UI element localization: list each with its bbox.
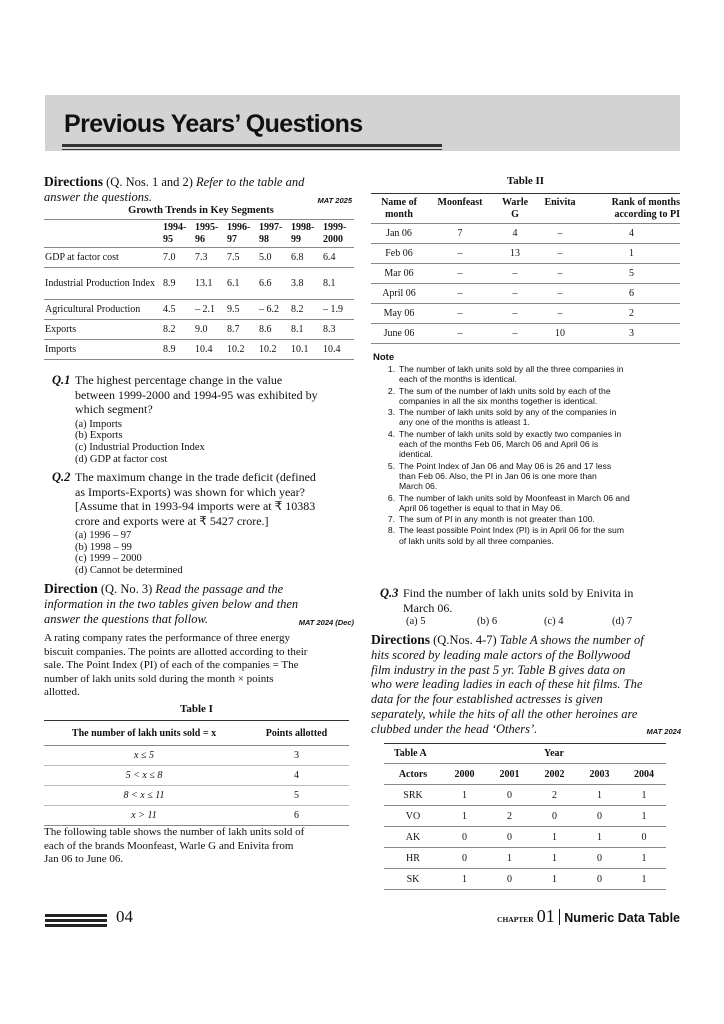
cell: 6 bbox=[294, 810, 299, 821]
option[interactable]: (b) 6 bbox=[477, 616, 498, 627]
question-1 bbox=[52, 373, 357, 465]
cell: 6.1 bbox=[227, 278, 240, 289]
text-line: The following table shows the number of lakh units sold of bbox=[44, 826, 305, 838]
cell: 10 bbox=[555, 328, 565, 339]
cell: 4 bbox=[294, 770, 299, 781]
directions-text: separately, while the hits of all the other heroines are bbox=[371, 706, 638, 721]
directions-text: data for the four established actresses is given bbox=[371, 692, 603, 707]
col-header: Name of month bbox=[381, 196, 417, 220]
year-label: Year bbox=[544, 748, 564, 759]
col-header: 2003 bbox=[589, 768, 610, 780]
question-text: between 1999-2000 and 1994-95 was exhibited by bbox=[75, 387, 318, 402]
cell: 10.1 bbox=[291, 344, 309, 355]
cell: – bbox=[457, 288, 463, 299]
option[interactable]: (d) Cannot be determined bbox=[75, 565, 183, 577]
cell: – bbox=[457, 248, 463, 259]
question-3 bbox=[380, 586, 685, 628]
source-tag: MAT 2025 bbox=[317, 196, 352, 205]
table-a-title: Table A bbox=[394, 748, 427, 759]
cell: 6.8 bbox=[291, 252, 304, 263]
col-header: 1999- 2000 bbox=[323, 221, 347, 245]
question-text: March 06. bbox=[403, 600, 453, 615]
note-item: 2. The sum of the number of lakh units sold by each of the companies in all the six months together is identical. bbox=[387, 385, 611, 406]
table-row bbox=[44, 320, 354, 340]
direction-qnos: (Q. No. 3) bbox=[100, 582, 153, 596]
col-header: 2001 bbox=[499, 768, 520, 780]
cell: – bbox=[512, 308, 518, 319]
table-2-header bbox=[371, 194, 680, 224]
cell: Mar 06 bbox=[384, 268, 414, 279]
col-header: 1997- 98 bbox=[259, 221, 283, 245]
cell: 1 bbox=[552, 873, 557, 885]
col-header: 1995- 96 bbox=[195, 221, 219, 245]
directions-text: Table A shows the number of bbox=[499, 633, 644, 647]
cell: 1 bbox=[552, 852, 557, 864]
cell: 8.1 bbox=[323, 278, 336, 289]
cell: 1 bbox=[641, 873, 647, 885]
cell: 10.4 bbox=[195, 344, 213, 355]
cell: – bbox=[457, 328, 463, 339]
cell: June 06 bbox=[383, 328, 415, 339]
table-a-title-row bbox=[384, 744, 666, 764]
directions-qnos: (Q.Nos. 4-7) bbox=[433, 633, 497, 647]
option[interactable]: (b) 1998 – 99 bbox=[75, 541, 132, 553]
cell: AK bbox=[405, 831, 421, 843]
directions-text: Refer to the table and bbox=[196, 175, 305, 189]
option[interactable]: (a) 5 bbox=[406, 616, 426, 627]
option[interactable]: (c) 1999 – 2000 bbox=[75, 553, 142, 565]
question-text: Find the number of lakh units sold by Enivita in bbox=[403, 586, 634, 600]
cell: – 6.2 bbox=[259, 304, 279, 315]
chapter-divider bbox=[559, 909, 561, 925]
cell: 9.0 bbox=[195, 324, 208, 335]
cell: 1 bbox=[641, 852, 647, 864]
cell: 10.4 bbox=[323, 344, 341, 355]
passage-line: biscuit companies. The points are allotted according to their bbox=[44, 645, 308, 658]
cell: – bbox=[457, 268, 463, 279]
cell: 0 bbox=[507, 831, 512, 843]
table-row bbox=[371, 284, 680, 304]
cell: April 06 bbox=[382, 288, 416, 299]
cell: 6 bbox=[629, 288, 634, 299]
col-header: 2002 bbox=[544, 768, 565, 780]
col-header: Rank of months according to PI bbox=[611, 196, 680, 220]
cell: 0 bbox=[462, 831, 467, 843]
question-2 bbox=[52, 470, 357, 577]
note-list bbox=[381, 364, 681, 546]
cell: 8.9 bbox=[163, 344, 176, 355]
cell: 7 bbox=[457, 228, 463, 239]
question-number: Q.2 bbox=[52, 470, 71, 484]
table-row bbox=[44, 786, 349, 806]
cell: 0 bbox=[597, 873, 602, 885]
table-row bbox=[384, 869, 666, 890]
direction-q3 bbox=[44, 581, 356, 627]
passage-line: A rating company rates the performance of three energy bbox=[44, 632, 290, 644]
table-a-header bbox=[384, 764, 666, 785]
cell: – bbox=[512, 328, 518, 339]
directions-text: film industry in the past 5 yr. Table B gives data on bbox=[371, 662, 626, 677]
cell: 4 bbox=[512, 228, 518, 239]
directions-q4-7 bbox=[371, 633, 683, 737]
option[interactable]: (a) Imports bbox=[75, 418, 122, 430]
header-empty bbox=[44, 220, 162, 248]
table-row bbox=[371, 304, 680, 324]
cell: 4.5 bbox=[163, 304, 176, 315]
cell: 8.6 bbox=[259, 324, 272, 335]
col-header: The number of lakh units sold = x bbox=[71, 727, 217, 739]
cell: 1 bbox=[641, 789, 647, 801]
table-row bbox=[44, 766, 349, 786]
chapter-label bbox=[497, 906, 680, 927]
directions-label: Directions bbox=[44, 174, 103, 189]
cell: – bbox=[557, 228, 563, 239]
source-tag: MAT 2024 (Dec) bbox=[298, 618, 354, 627]
passage-line: sale. The Point Index (PI) of each of the companies = The bbox=[44, 659, 299, 672]
cell: 2 bbox=[552, 789, 557, 801]
cell: HR bbox=[406, 852, 420, 864]
row-label: Imports bbox=[45, 344, 77, 355]
cell: 3 bbox=[294, 750, 299, 761]
table-row bbox=[384, 806, 666, 827]
chapter-number: 01 bbox=[536, 906, 555, 926]
cell: – bbox=[512, 288, 518, 299]
cell: 13.1 bbox=[195, 278, 213, 289]
growth-header-row bbox=[44, 220, 354, 248]
note-item: 1. The number of lakh units sold by all the three companies in each of the months is identical. bbox=[387, 364, 624, 385]
table-row bbox=[384, 785, 666, 806]
table-row bbox=[44, 340, 354, 360]
direction-text: information in the two tables given below and then bbox=[44, 597, 299, 611]
footer-bar bbox=[45, 924, 107, 927]
cell: – bbox=[457, 308, 463, 319]
table-row bbox=[371, 264, 680, 284]
cell: 6.6 bbox=[259, 278, 272, 289]
table-2-title: Table II bbox=[506, 175, 545, 187]
table-row bbox=[44, 746, 349, 766]
col-header: Actors bbox=[398, 768, 428, 780]
cell: 5 bbox=[629, 268, 634, 279]
cell: 5.0 bbox=[259, 252, 272, 263]
cell: – bbox=[557, 248, 563, 259]
table-row bbox=[44, 806, 349, 826]
cell: 5 bbox=[294, 790, 299, 801]
cell: 5 < x ≤ 8 bbox=[125, 770, 163, 781]
chapter-title: Numeric Data Table bbox=[564, 911, 680, 925]
cell: 2 bbox=[507, 810, 512, 822]
cell: 10.2 bbox=[259, 344, 277, 355]
cell: – 1.9 bbox=[323, 304, 343, 315]
col-header: Points allotted bbox=[265, 727, 328, 739]
cell: 9.5 bbox=[227, 304, 240, 315]
note-item: 5. The Point Index of Jan 06 and May 06 is 26 and 17 less than Feb 06. Also, the PI in Jan 06 is one more than March 06. bbox=[387, 460, 612, 492]
cell: 8.9 bbox=[163, 278, 176, 289]
cell: – bbox=[557, 288, 563, 299]
cell: – bbox=[512, 268, 518, 279]
cell: x ≤ 5 bbox=[134, 750, 154, 761]
question-text: The maximum change in the trade deficit (defined bbox=[75, 470, 316, 484]
row-label: Exports bbox=[45, 324, 77, 335]
table-row bbox=[44, 300, 354, 320]
cell: 8.3 bbox=[323, 324, 336, 335]
cell: VO bbox=[405, 810, 421, 822]
cell: 0 bbox=[507, 873, 512, 885]
cell: 0 bbox=[552, 810, 557, 822]
text-line: Jan 06 to June 06. bbox=[44, 853, 124, 866]
cell: 1 bbox=[552, 831, 557, 843]
cell: 0 bbox=[462, 852, 467, 864]
cell: Feb 06 bbox=[385, 248, 413, 259]
table-row bbox=[371, 224, 680, 244]
directions-text: who were leading ladies in each of these hit films. The bbox=[371, 677, 643, 692]
cell: – bbox=[557, 308, 563, 319]
table-2 bbox=[371, 175, 680, 344]
cell: 8.2 bbox=[291, 304, 304, 315]
cell: 4 bbox=[629, 228, 634, 239]
cell: 3.8 bbox=[291, 278, 304, 289]
question-text: which segment? bbox=[75, 402, 153, 416]
cell: SRK bbox=[403, 789, 423, 801]
cell: 13 bbox=[510, 248, 520, 259]
col-header: Moonfeast bbox=[437, 197, 483, 208]
cell: 8.1 bbox=[291, 324, 304, 335]
table-row bbox=[44, 248, 354, 268]
cell: 10.2 bbox=[227, 344, 245, 355]
source-tag: MAT 2024 bbox=[646, 726, 681, 736]
directions-q1-2 bbox=[44, 174, 354, 205]
footer-bar bbox=[45, 914, 107, 917]
header-rule-thin bbox=[62, 149, 442, 150]
cell: May 06 bbox=[383, 308, 415, 319]
passage-line: allotted. bbox=[44, 686, 80, 699]
cell: 1 bbox=[597, 831, 602, 843]
cell: 0 bbox=[597, 810, 602, 822]
text-line: each of the brands Moonfeast, Warle G and Enivita from bbox=[44, 839, 294, 852]
row-label: Agricultural Production bbox=[45, 304, 141, 315]
cell: 0 bbox=[641, 831, 647, 843]
cell: – 2.1 bbox=[195, 304, 215, 315]
cell: 7.3 bbox=[195, 252, 208, 263]
following-text bbox=[44, 826, 362, 867]
col-header: 1996- 97 bbox=[227, 221, 251, 245]
table-row bbox=[44, 268, 354, 300]
cell: x > 11 bbox=[131, 810, 157, 821]
directions-text: answer the questions. bbox=[44, 190, 152, 204]
option[interactable]: (d) GDP at factor cost bbox=[75, 453, 168, 465]
directions-qnos: (Q. Nos. 1 and 2) bbox=[106, 175, 193, 189]
cell: 3 bbox=[629, 328, 634, 339]
option[interactable]: (c) 4 bbox=[544, 616, 564, 627]
option[interactable]: (d) 7 bbox=[612, 616, 633, 627]
growth-table bbox=[44, 205, 354, 360]
row-label: Industrial Production Index bbox=[45, 277, 155, 289]
cell: 1 bbox=[462, 789, 467, 801]
note-item: 3. The number of lakh units sold by any of the companies in any one of the months is atleast 1. bbox=[387, 407, 617, 428]
question-text: [Assume that in 1993-94 imports were at ₹ 10383 bbox=[75, 499, 316, 513]
page-number: 04 bbox=[116, 907, 133, 926]
cell: 1 bbox=[641, 810, 647, 822]
directions-text: hits scored by leading male actors of the Bollywood bbox=[371, 647, 631, 662]
note-item: 7. The sum of PI in any month is not greater than 100. bbox=[387, 514, 595, 525]
directions-label: Directions bbox=[371, 632, 430, 647]
cell: – bbox=[557, 268, 563, 279]
col-header: Warle G bbox=[501, 196, 529, 220]
cell: 8 < x ≤ 11 bbox=[123, 790, 165, 801]
table-row bbox=[371, 324, 680, 344]
table-1-title: Table I bbox=[180, 703, 213, 715]
cell: Jan 06 bbox=[386, 228, 412, 239]
cell: 7.0 bbox=[163, 252, 176, 263]
cell: 1 bbox=[507, 852, 512, 864]
cell: 7.5 bbox=[227, 252, 240, 263]
question-text: as Imports-Exports) was shown for which year? bbox=[75, 484, 305, 499]
table-1-header bbox=[44, 721, 349, 746]
footer-bar bbox=[45, 919, 107, 922]
note-item: 4. The number of lakh units sold by exactly two companies in each of the months Feb 06, March 06 and April 06 is identical. bbox=[387, 428, 622, 460]
question-text: crore and exports were at ₹ 5427 crore.] bbox=[75, 513, 269, 528]
row-label: GDP at factor cost bbox=[45, 252, 119, 263]
direction-text: answer the questions that follow. bbox=[44, 612, 209, 626]
col-header: 1994- 95 bbox=[163, 221, 187, 245]
cell: 1 bbox=[462, 810, 467, 822]
note-item: 8. The least possible Point Index (PI) is in April 06 for the sum of lakh units sold by all three companies. bbox=[387, 525, 624, 546]
passage bbox=[44, 632, 362, 700]
table-a bbox=[384, 743, 666, 890]
option[interactable]: (c) Industrial Production Index bbox=[75, 441, 205, 453]
cell: 1 bbox=[462, 873, 467, 885]
chapter-word: CHAPTER bbox=[497, 915, 534, 924]
cell: 8.7 bbox=[227, 324, 240, 335]
option[interactable]: (a) 1996 – 97 bbox=[75, 530, 132, 541]
cell: 6.4 bbox=[323, 252, 336, 263]
note-item: 6. The number of lakh units sold by Moonfeast in March 06 and April 06 together is equal to that in May 06. bbox=[387, 492, 630, 513]
passage-line: number of lakh units sold during the month × points bbox=[44, 672, 274, 685]
cell: 8.2 bbox=[163, 324, 176, 335]
table-1 bbox=[44, 703, 349, 826]
col-header: Enivita bbox=[544, 197, 576, 208]
cell: 2 bbox=[629, 308, 634, 319]
question-number: Q.1 bbox=[52, 373, 71, 387]
question-number: Q.3 bbox=[380, 586, 399, 600]
directions-text: clubbed under the head ‘Others’. bbox=[371, 721, 538, 736]
col-header: 2000 bbox=[454, 768, 475, 780]
cell: 0 bbox=[597, 852, 602, 864]
col-header: 1998- 99 bbox=[291, 221, 315, 245]
table-row bbox=[384, 848, 666, 869]
cell: 1 bbox=[597, 789, 602, 801]
option[interactable]: (b) Exports bbox=[75, 430, 123, 442]
direction-text: Read the passage and the bbox=[155, 582, 284, 596]
cell: SK bbox=[406, 873, 420, 885]
growth-table-title: Growth Trends in Key Segments bbox=[128, 205, 274, 216]
cell: 0 bbox=[507, 789, 512, 801]
question-text: The highest percentage change in the value bbox=[75, 373, 283, 387]
header-rule bbox=[62, 144, 442, 147]
direction-label: Direction bbox=[44, 581, 98, 596]
table-row bbox=[371, 244, 680, 264]
table-row bbox=[384, 827, 666, 848]
note-title: Note bbox=[373, 352, 395, 363]
col-header: 2004 bbox=[634, 768, 654, 780]
page-title: Previous Years’ Questions bbox=[64, 110, 363, 138]
cell: 1 bbox=[629, 248, 634, 259]
